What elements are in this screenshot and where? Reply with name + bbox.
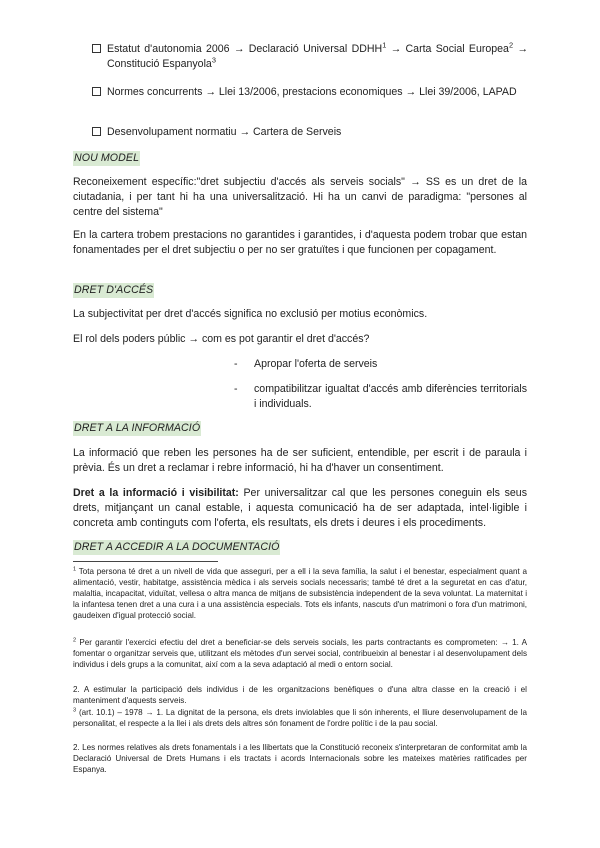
checklist-item-desenvolupament: [92, 125, 528, 140]
section-heading-dret-documentacio: DRET A ACCEDIR A LA DOCUMENTACIÓ: [74, 541, 280, 553]
checklist-item-normes: [92, 85, 528, 100]
paragraph-nou-model-1: Reconeixement específic:"dret subjectiu d'accés als serveis socials" → SS es un dret de la ciutadania, i per tant hi ha una universalització. Hi ha un canvi de paradigma: "persones al centre del sistema": [73, 176, 527, 218]
paragraph-dret-acces-1: La subjectivitat per dret d'accés significa no exclusió per motius econòmics.: [73, 308, 428, 320]
paragraph-nou-model-2: En la cartera trobem prestacions no garantides i garantides, i d'aquesta podem trobar que estan fonamentades per el dret subjectiu o per no ser gratuïtes i que funcionen per copagament.: [73, 229, 527, 256]
paragraph-dret-acces-2: El rol dels poders públic → com es pot garantir el dret d'accés?: [73, 333, 370, 345]
bullet-dash: -: [234, 358, 238, 370]
footnote-2: $^2$ Per garantir l'exercici efectiu del dret a beneficiar-se dels serveis socials, les parts contractants es comprometen: → 1. A fomentar o organitzar serveis que, utilitzant els mètodes d'un servei social, contribueixin al benestar i al desenvolupament dels individus i dels grups a la comunitat, així com a la seva adaptació al medi o entorn social.: [73, 637, 527, 670]
checkbox-icon[interactable]: [92, 44, 101, 53]
footnote-3-item-2: 2. Les normes relatives als drets fonamentals i a les llibertats que la Constitució reconeix s'interpretaran de conformitat amb la Declaració Universal de Drets Humans i els tractats i acords Internacionals sobre les mateixes matèries ratificades per Espanya.: [73, 743, 527, 775]
checklist-item-estatut: [92, 42, 528, 72]
footnote-1: $^1$ Tota persona té dret a un nivell de vida que asseguri, per a ell i la seva família, la salut i el benestar, especialment quant a alimentació, vestir, habitatge, assistència mèdica i als serveis socials necessaris; també té dret a la seguretat en cas d'atur, malaltia, incapacitat, viduïtat, vellesa o altra manca de mitjans de subsistència independent de la seva voluntat. La maternitat i la infantesa tenen dret a una cura i a una assistència especials. Tots els infants, nascuts d'un matrimoni o fora d'un matrimoni, gaudeixen d'igual protecció social.: [73, 566, 527, 621]
paragraph-dret-informacio-1: La informació que reben les persones ha de ser suficient, entendible, per escrit i de paraula i prèvia. És un dret a reclamar i rebre informació, hi ha d'haver un consentiment.: [73, 447, 527, 474]
footnote-separator: [73, 561, 218, 562]
bullet-item: [234, 357, 527, 372]
checklist-text: Normes concurrents → Llei 13/2006, prestacions economiques → Llei 39/2006, LAPAD: [107, 86, 517, 98]
bold-lead: Dret a la informació i visibilitat:: [73, 487, 239, 499]
bullet-text: Apropar l'oferta de serveis: [254, 358, 378, 370]
bullet-item: [234, 382, 527, 412]
paragraph-dret-informacio-2: Dret a la informació i visibilitat: Per universalitzar cal que les persones coneguin els seus drets, mitjançant un canal estable, i aquesta comunicació ha de ser adaptada, intel·ligible i concreta amb continguts com l'oferta, els resultats, els drets i deures i els procediments.: [73, 487, 527, 529]
checklist-text: Estatut d'autonomia 2006 → Declaració Universal $DDHH^1$ → Carta Social Europea$^2$ → Constitució Espanyola$^3$: [107, 40, 528, 70]
section-heading-dret-informacio: DRET A LA INFORMACIÓ: [74, 422, 201, 434]
bullet-text: compatibilitzar igualtat d'accés amb diferències territorials i individuals.: [254, 383, 527, 410]
checklist-text: Desenvolupament normatiu → Cartera de Serveis: [107, 126, 342, 138]
footnote-2-item-2: 2. A estimular la participació dels individus i de les organitzacions benèfiques o d'una altra classe en la creació i el manteniment d'aquests serveis.: [73, 685, 527, 706]
checkbox-icon[interactable]: [92, 127, 101, 136]
section-heading-dret-acces: DRET D'ACCÉS: [74, 284, 154, 296]
checkbox-icon[interactable]: [92, 87, 101, 96]
footnote-3: $^3$ (art. 10.1) – 1978 → 1. La dignitat de la persona, els drets inviolables que li són inherents, el lliure desenvolupament de la personalitat, el respecte a la llei i als drets dels altres són fonament de l'ordre polític i de la pau social.: [73, 707, 527, 729]
bullet-dash: -: [234, 383, 238, 395]
section-heading-nou-model: NOU MODEL: [74, 152, 140, 164]
